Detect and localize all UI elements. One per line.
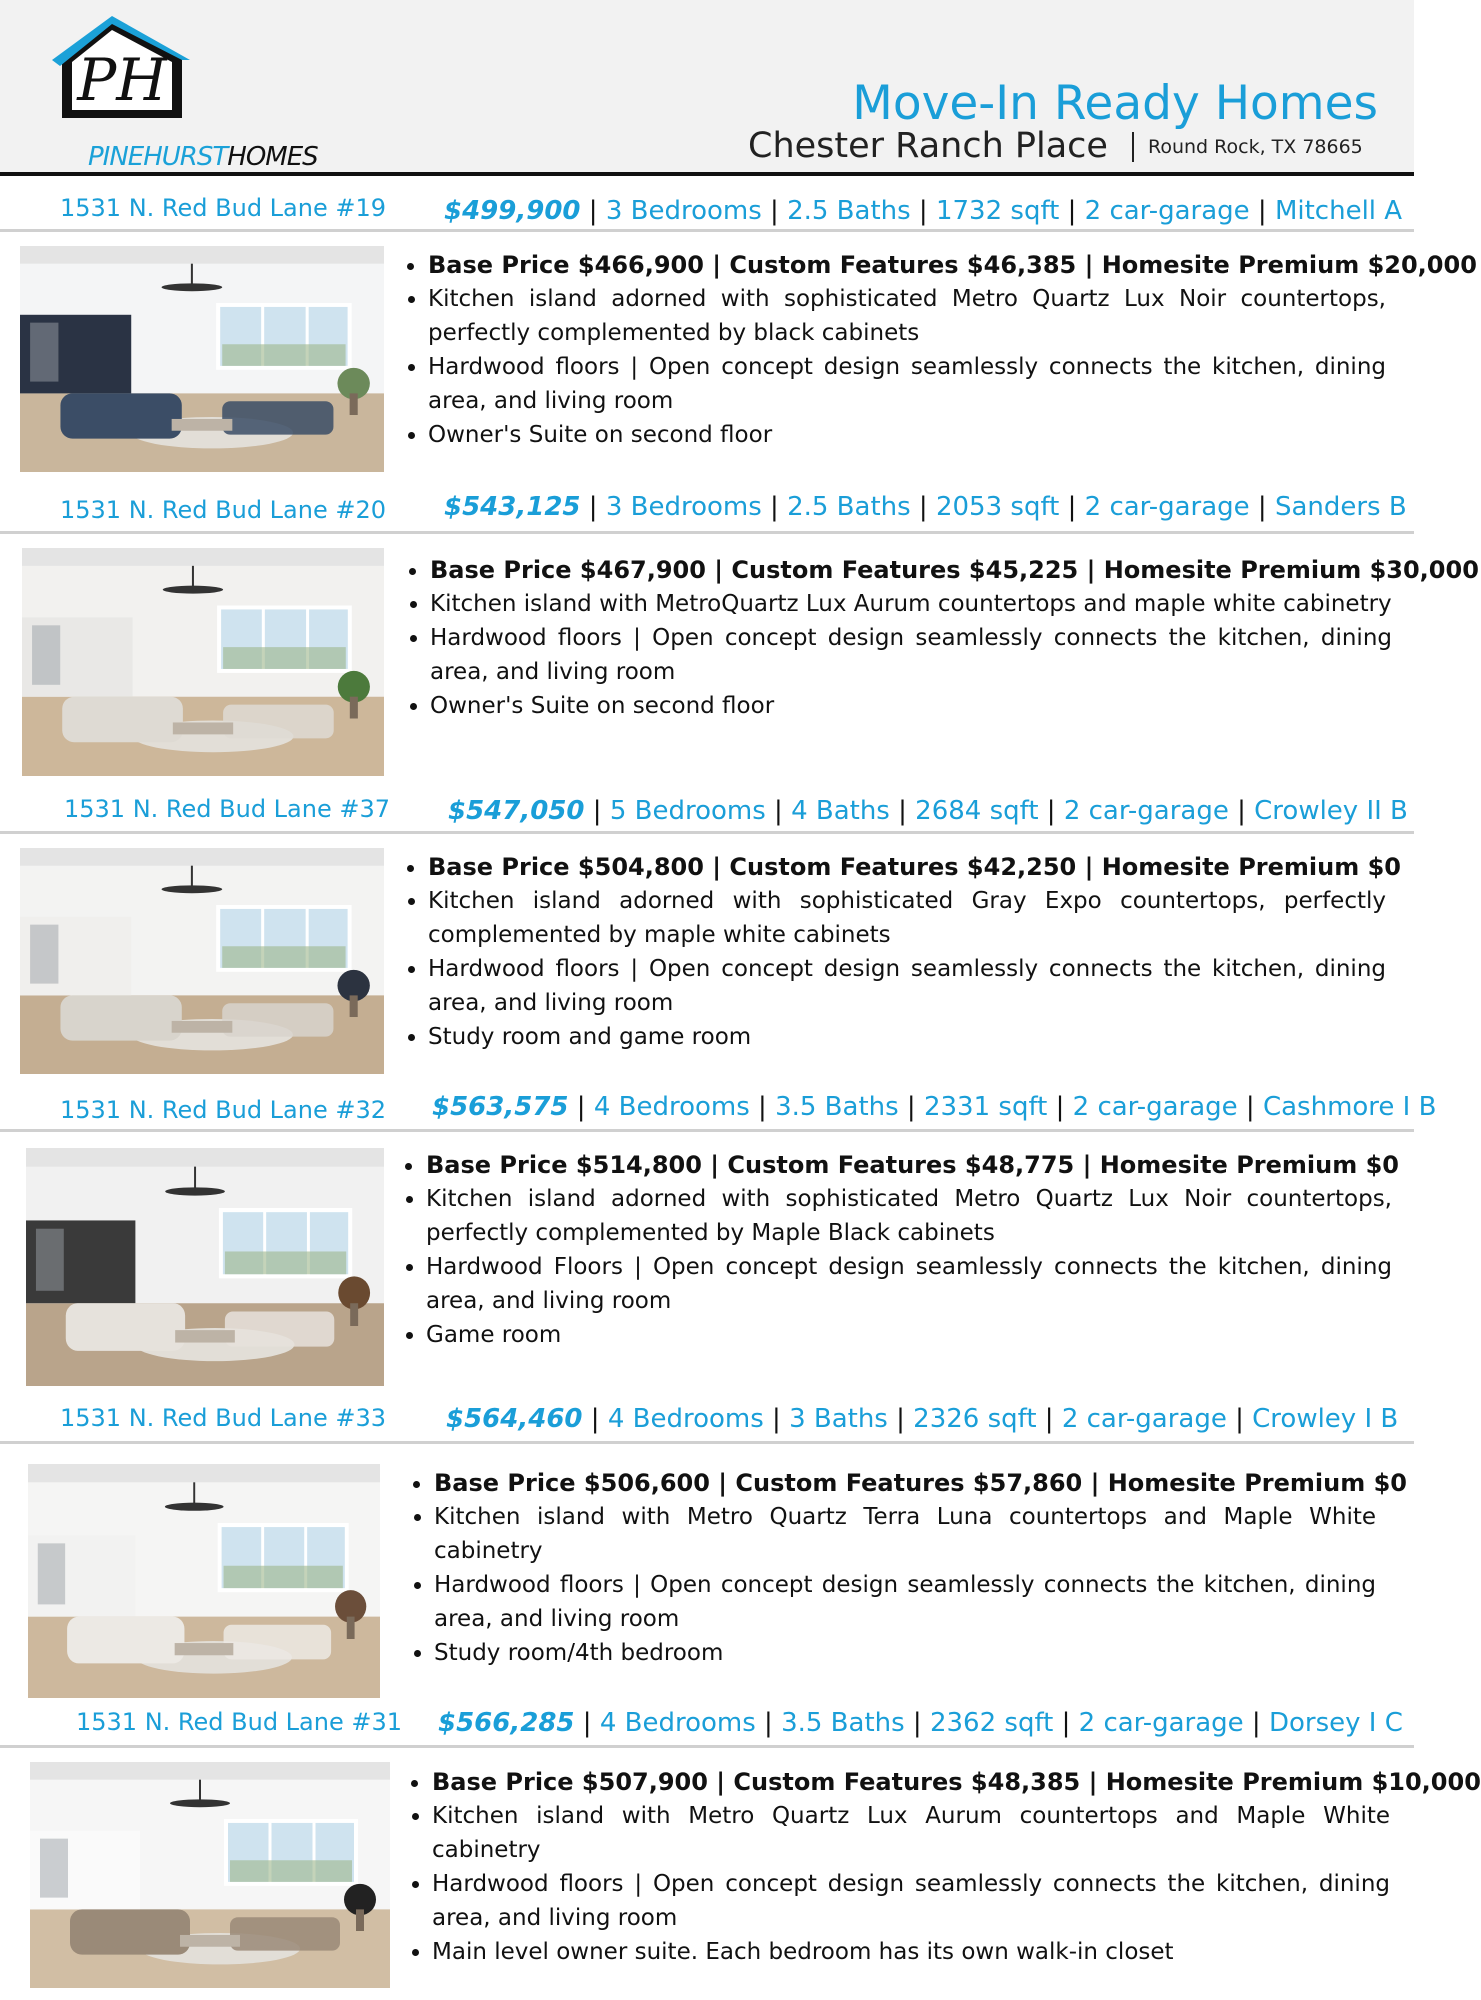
interior-photo-image (28, 1464, 380, 1698)
listing-address: 1531 N. Red Bud Lane #32 (60, 1096, 387, 1124)
feature-item: • Owner's Suite on second floor (428, 418, 1386, 452)
feature-item: • Kitchen island adorned with sophisticated Gray Expo countertops, perfectly complemented by maple white cabinets (428, 884, 1386, 952)
listing-divider (0, 1745, 1414, 1748)
listing-sqft: 2362 sqft (929, 1708, 1054, 1738)
listing-address: 1531 N. Red Bud Lane #20 (60, 496, 387, 524)
listing-features (396, 1148, 1399, 1352)
price-breakdown: • Base Price $467,900 | Custom Features $45,225 | Homesite Premium $30,000 (430, 553, 1392, 587)
separator: | (1036, 1404, 1062, 1434)
separator: | (898, 1092, 924, 1122)
listing-baths: 3.5 Baths (781, 1708, 905, 1738)
separator: | (889, 796, 916, 826)
interior-photo-image (22, 548, 384, 776)
separator: | (1249, 492, 1275, 522)
listing-garage: 2 car-garage (1078, 1708, 1244, 1738)
separator: | (574, 1708, 600, 1738)
listing-address: 1531 N. Red Bud Lane #19 (60, 194, 387, 222)
listing-sqft: 2326 sqft (913, 1404, 1037, 1434)
feature-item: • Hardwood floors | Open concept design seamlessly connects the kitchen, dining area, and living room (428, 350, 1386, 418)
listing-plan: Cashmore I B (1262, 1092, 1437, 1122)
separator: | (887, 1404, 914, 1434)
feature-item: • Hardwood floors | Open concept design seamlessly connects the kitchen, dining area, and living room (432, 1867, 1390, 1935)
feature-item: • Owner's Suite on second floor (430, 689, 1392, 723)
listing-garage: 2 car-garage (1061, 1404, 1227, 1434)
listing-divider (0, 831, 1414, 834)
listing-price: $563,575 (432, 1092, 569, 1122)
separator: | (910, 492, 936, 522)
separator: | (761, 196, 788, 226)
price-breakdown: • Base Price $507,900 | Custom Features $48,385 | Homesite Premium $10,000 (432, 1765, 1390, 1799)
listing-price: $566,285 (438, 1708, 575, 1738)
listing-bedrooms: 3 Bedrooms (605, 492, 762, 522)
feature-item: • Hardwood floors | Open concept design seamlessly connects the kitchen, dining area, and living room (430, 621, 1392, 689)
separator: | (765, 796, 792, 826)
listing-divider (0, 531, 1414, 534)
interior-photo-image (30, 1762, 390, 1988)
listing-bedrooms: 4 Bedrooms (599, 1708, 756, 1738)
page-title: Move-In Ready Homes (852, 76, 1378, 131)
feature-item: • Kitchen island adorned with sophisticated Metro Quartz Lux Noir countertops, perfectly complemented by Maple Black cabinets (426, 1182, 1392, 1250)
separator: | (1059, 196, 1085, 226)
listing-sqft: 1732 sqft (935, 196, 1060, 226)
listing-plan: Crowley I B (1252, 1404, 1399, 1434)
listing-features (402, 1765, 1481, 1969)
listing-divider (0, 1441, 1414, 1444)
separator: | (904, 1708, 930, 1738)
separator: | (1038, 796, 1064, 826)
price-breakdown: • Base Price $514,800 | Custom Features $48,775 | Homesite Premium $0 (426, 1148, 1392, 1182)
listing-features (398, 850, 1401, 1054)
separator: | (1228, 796, 1255, 826)
separator: | (1053, 1708, 1079, 1738)
house-logo-icon (40, 14, 240, 124)
listing-garage: 2 car-garage (1084, 492, 1250, 522)
listing-divider (0, 1129, 1414, 1132)
separator: | (1047, 1092, 1073, 1122)
listing-plan: Sanders B (1274, 492, 1407, 522)
interior-photo-image (20, 848, 384, 1074)
listing-price: $543,125 (444, 492, 581, 522)
separator: | (755, 1708, 782, 1738)
page-header (0, 0, 1414, 172)
price-breakdown: • Base Price $466,900 | Custom Features $46,385 | Homesite Premium $20,000 (428, 248, 1386, 282)
listing-price: $499,900 (444, 196, 581, 226)
listing-garage: 2 car-garage (1063, 796, 1229, 826)
listing-plan: Crowley II B (1254, 796, 1408, 826)
listing-sqft: 2053 sqft (935, 492, 1060, 522)
listing-facts (444, 492, 1407, 522)
listing-address: 1531 N. Red Bud Lane #37 (64, 795, 391, 823)
feature-item: • Hardwood floors | Open concept design seamlessly connects the kitchen, dining area, and living room (434, 1568, 1376, 1636)
listing-features (398, 248, 1477, 452)
logo-wordmark: PINEHURSTHOMES (88, 142, 318, 172)
separator: | (1243, 1708, 1269, 1738)
listing-facts (432, 1092, 1436, 1122)
listing-facts (448, 796, 1408, 826)
listing-bedrooms: 3 Bedrooms (605, 196, 762, 226)
listing-baths: 3.5 Baths (775, 1092, 899, 1122)
separator: | (580, 492, 606, 522)
feature-item: • Study room and game room (428, 1020, 1386, 1054)
interior-photo-image (20, 246, 384, 472)
listing-features (400, 553, 1479, 723)
listing-plan: Dorsey I C (1268, 1708, 1403, 1738)
community-name: Chester Ranch Place (748, 126, 1108, 166)
listing-divider (0, 229, 1414, 232)
pinehurst-homes-logo (40, 14, 318, 172)
listing-plan: Mitchell A (1274, 196, 1403, 226)
svg-text:PH: PH (77, 46, 167, 114)
separator: | (584, 796, 610, 826)
listing-sqft: 2684 sqft (915, 796, 1039, 826)
separator: | (1226, 1404, 1253, 1434)
header-rule (0, 172, 1414, 176)
separator: | (1249, 196, 1275, 226)
listing-garage: 2 car-garage (1072, 1092, 1238, 1122)
feature-item: • Kitchen island with Metro Quartz Terra Luna countertops and Maple White cabinetry (434, 1500, 1376, 1568)
separator: | (749, 1092, 776, 1122)
listing-sqft: 2331 sqft (923, 1092, 1048, 1122)
feature-item: • Kitchen island with Metro Quartz Lux Aurum countertops and Maple White cabinetry (432, 1799, 1390, 1867)
separator: | (763, 1404, 790, 1434)
listing-price: $547,050 (448, 796, 585, 826)
listing-bedrooms: 4 Bedrooms (593, 1092, 750, 1122)
header-divider (1132, 132, 1134, 162)
listing-address: 1531 N. Red Bud Lane #31 (76, 1708, 403, 1736)
listing-photo (22, 548, 384, 776)
listing-photo (26, 1148, 384, 1386)
separator: | (910, 196, 936, 226)
listing-facts (446, 1404, 1398, 1434)
listing-facts (438, 1708, 1403, 1738)
listing-photo (20, 848, 384, 1074)
listing-photo (20, 246, 384, 472)
separator: | (580, 196, 606, 226)
separator: | (582, 1404, 608, 1434)
feature-item: • Game room (426, 1318, 1392, 1352)
separator: | (568, 1092, 594, 1122)
listing-bedrooms: 5 Bedrooms (609, 796, 766, 826)
listing-price: $564,460 (446, 1404, 583, 1434)
interior-photo-image (26, 1148, 384, 1386)
listing-bedrooms: 4 Bedrooms (607, 1404, 764, 1434)
listing-photo (28, 1464, 380, 1698)
listing-facts (444, 196, 1402, 226)
separator: | (1059, 492, 1085, 522)
feature-item: • Study room/4th bedroom (434, 1636, 1376, 1670)
feature-item: • Main level owner suite. Each bedroom has its own walk-in closet (432, 1935, 1390, 1969)
feature-item: • Kitchen island adorned with sophisticated Metro Quartz Lux Noir countertops, perfectly complemented by black cabinets (428, 282, 1386, 350)
listing-baths: 3 Baths (789, 1404, 888, 1434)
price-breakdown: • Base Price $504,800 | Custom Features $42,250 | Homesite Premium $0 (428, 850, 1386, 884)
listing-address: 1531 N. Red Bud Lane #33 (60, 1404, 387, 1432)
listing-baths: 2.5 Baths (787, 492, 911, 522)
community-location: Round Rock, TX 78665 (1148, 136, 1363, 158)
listing-baths: 4 Baths (791, 796, 890, 826)
listing-garage: 2 car-garage (1084, 196, 1250, 226)
listing-photo (30, 1762, 390, 1988)
price-breakdown: • Base Price $506,600 | Custom Features $57,860 | Homesite Premium $0 (434, 1466, 1376, 1500)
feature-item: • Hardwood Floors | Open concept design seamlessly connects the kitchen, dining area, and living room (426, 1250, 1392, 1318)
listing-baths: 2.5 Baths (787, 196, 911, 226)
feature-item: • Kitchen island with MetroQuartz Lux Aurum countertops and maple white cabinetry (430, 587, 1392, 621)
separator: | (1237, 1092, 1263, 1122)
separator: | (761, 492, 788, 522)
listing-features (404, 1466, 1407, 1670)
feature-item: • Hardwood floors | Open concept design seamlessly connects the kitchen, dining area, and living room (428, 952, 1386, 1020)
